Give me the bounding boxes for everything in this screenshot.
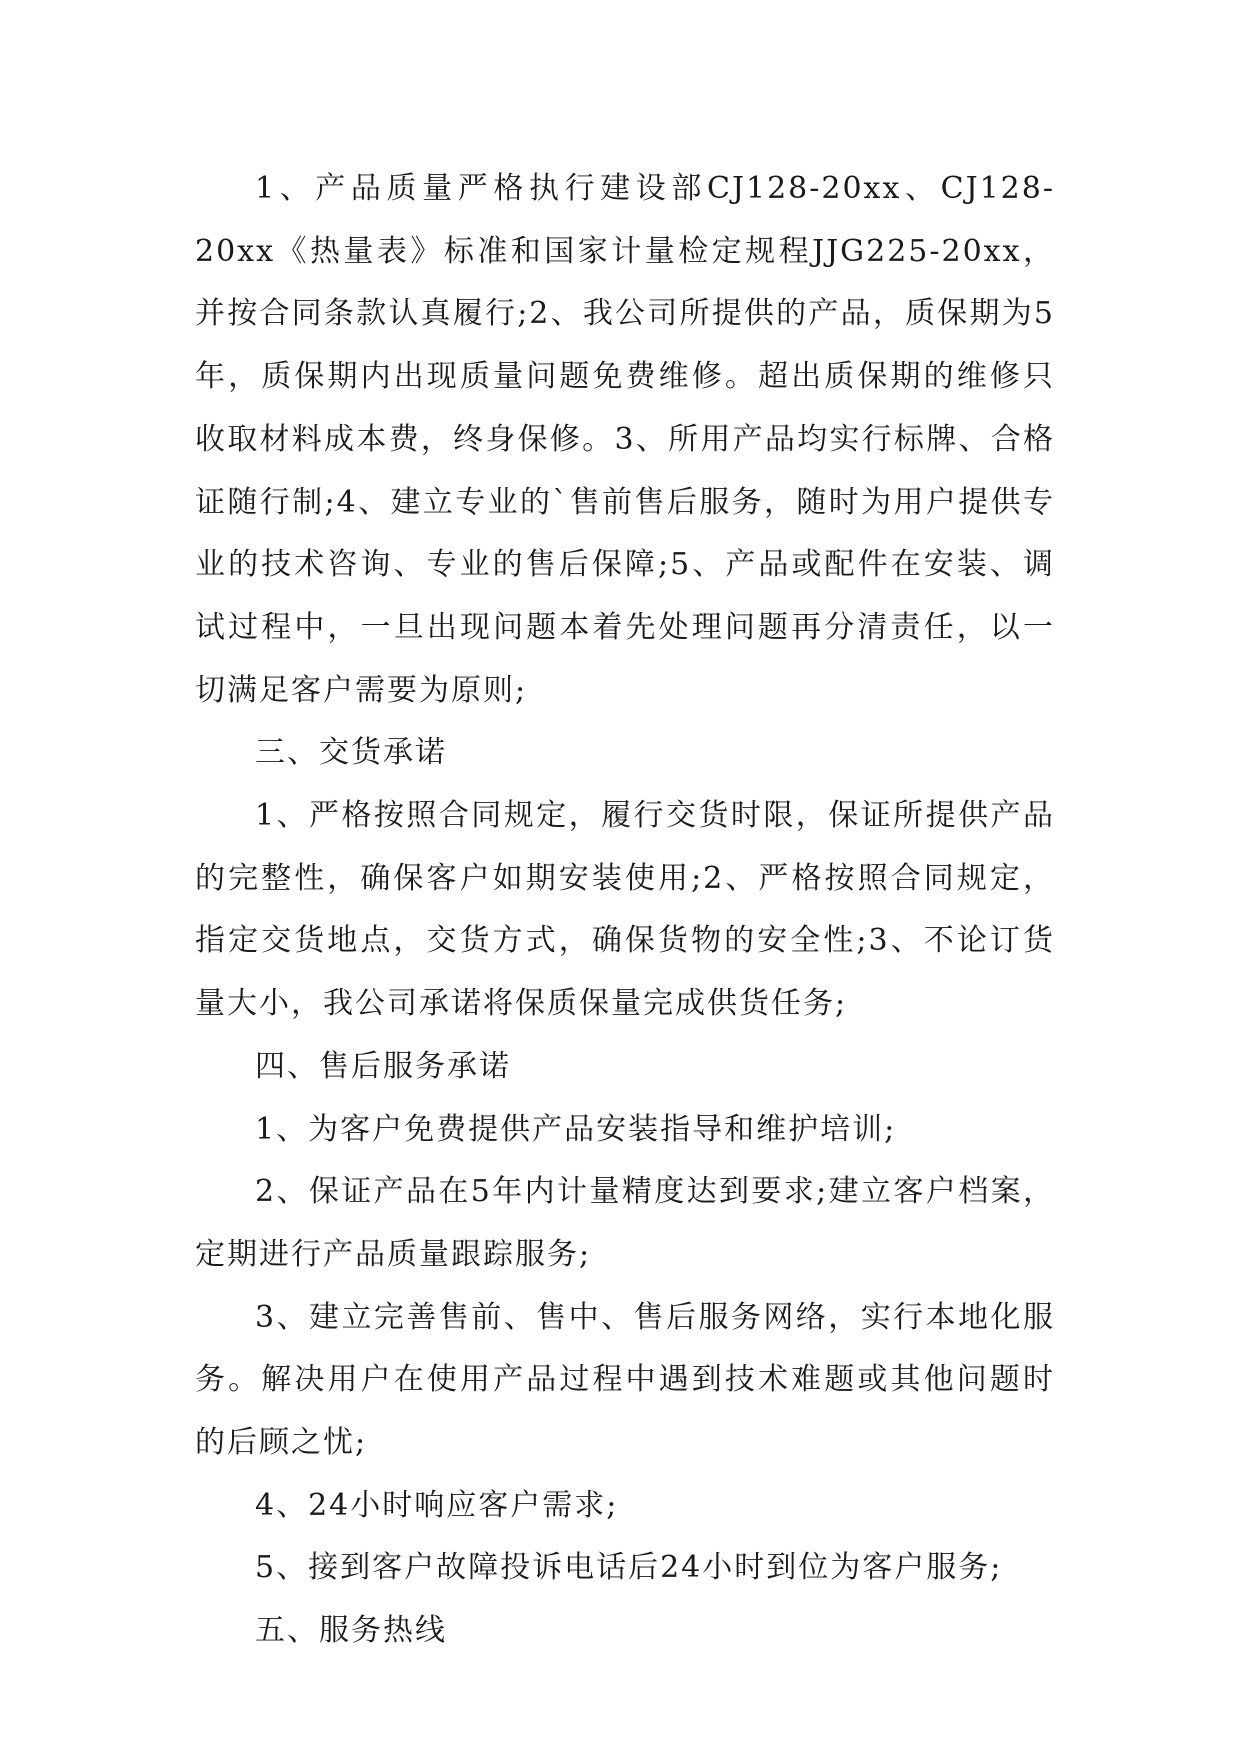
paragraph-after-sales-item-1: 1、为客户免费提供产品安装指导和维护培训;: [255, 1111, 897, 1147]
paragraph-after-sales-item-5: 5、接到客户故障投诉电话后24小时到位为客户服务;: [255, 1550, 1003, 1586]
heading-service-hotline: 五、服务热线: [255, 1613, 447, 1649]
paragraph-delivery-commitment: 1、严格按照合同规定，履行交货时限，保证所提供产品的完整性，确保客户如期安装使用;2、严格按照合同规定，指定交货地点，交货方式，确保货物的安全性;3、不论订货量大小，我公司承诺将保质保量完成供货任务;: [195, 798, 1055, 1022]
paragraph-after-sales-item-4: 4、24小时响应客户需求;: [255, 1487, 619, 1523]
paragraph-after-sales-item-3: 3、建立完善售前、售中、售后服务网络，实行本地化服务。解决用户在使用产品过程中遇到技术难题或其他问题时的后顾之忧;: [195, 1299, 1055, 1461]
heading-delivery-commitment: 三、交货承诺: [255, 735, 447, 771]
paragraph-quality-commitment: 1、产品质量严格执行建设部CJ128-20xx、CJ128-20xx《热量表》标准和国家计量检定规程JJG225-20xx，并按合同条款认真履行;2、我公司所提供的产品，质保期为5年，质保期内出现质量问题免费维修。超出质保期的维修只收取材料成本费，终身保修。3、所用产品均实行标牌、合格证随行制;4、建立专业的`售前售后服务，随时为用户提供专业的技术咨询、专业的售后保障;5、产品或配件在安装、调试过程中，一旦出现问题本着先处理问题再分清责任，以一切满足客户需要为原则;: [195, 171, 1055, 708]
document-body: [195, 158, 1055, 1663]
heading-after-sales-commitment: 四、售后服务承诺: [255, 1048, 511, 1084]
paragraph-after-sales-item-2: 2、保证产品在5年内计量精度达到要求;建立客户档案，定期进行产品质量跟踪服务;: [195, 1174, 1055, 1272]
